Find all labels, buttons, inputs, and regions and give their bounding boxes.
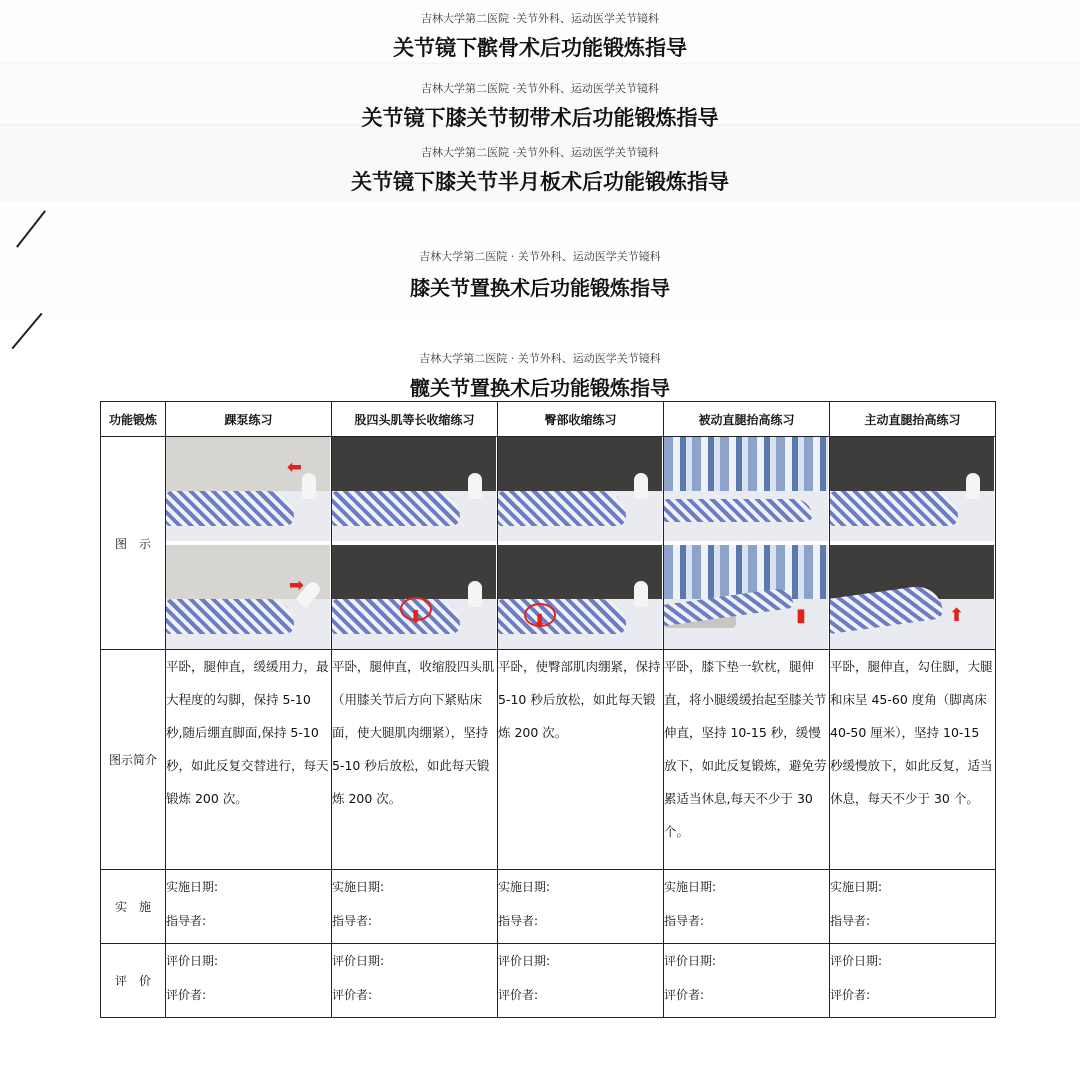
strip-title: 关节镜下髌骨术后功能锻炼指导	[393, 36, 687, 60]
person-label: 指导者:	[498, 914, 539, 928]
exercise-photo: ⬇	[498, 545, 662, 649]
exercise-photo: ➡	[166, 545, 330, 649]
photo-cell	[332, 437, 498, 650]
description-cell: 平卧，腿伸直，收缩股四头肌（用膝关节后方向下紧贴床面，使大腿肌肉绷紧），坚持 5-10 秒后放松，如此每天锻炼 200 次。	[332, 650, 498, 870]
exercise-photo	[830, 437, 994, 541]
implementation-cell	[166, 870, 332, 944]
date-label: 实施日期:	[332, 880, 385, 894]
exercise-table	[100, 401, 996, 1018]
table-row-implementation	[101, 870, 996, 944]
evaluation-cell	[166, 944, 332, 1018]
evaluation-cell	[830, 944, 996, 1018]
evaluation-cell	[332, 944, 498, 1018]
main-title: 髋关节置换术后功能锻炼指导	[410, 376, 670, 400]
column-header: 主动直腿抬高练习	[830, 402, 996, 437]
description-cell: 平卧，使臀部肌肉绷紧，保持 5-10 秒后放松，如此每天锻炼 200 次。	[498, 650, 664, 870]
table-header-row	[101, 402, 996, 437]
description-cell: 平卧，腿伸直，缓缓用力，最大程度的勾脚，保持 5-10 秒,随后绷直脚面,保持 5-10 秒，如此反复交替进行，每天锻炼 200 次。	[166, 650, 332, 870]
photo-cell	[498, 437, 664, 650]
table-corner: 功能锻炼	[101, 402, 166, 437]
person-label: 评价者:	[498, 988, 539, 1002]
row-label: 图示简介	[101, 650, 166, 870]
date-label: 评价日期:	[498, 954, 551, 968]
date-label: 评价日期:	[830, 954, 883, 968]
date-label: 实施日期:	[830, 880, 883, 894]
exercise-photo: ⬇	[332, 545, 496, 649]
column-header: 踝泵练习	[166, 402, 332, 437]
exercise-photo	[332, 437, 496, 541]
photo-cell	[664, 437, 830, 650]
row-label: 图 示	[101, 437, 166, 650]
implementation-cell	[664, 870, 830, 944]
description-cell: 平卧，膝下垫一软枕，腿伸直，将小腿缓缓抬起至膝关节伸直，坚持 10-15 秒，缓慢放下，如此反复锻炼，避免劳累适当休息,每天不少于 30 个。	[664, 650, 830, 870]
date-label: 评价日期:	[664, 954, 717, 968]
person-label: 指导者:	[830, 914, 871, 928]
date-label: 评价日期:	[332, 954, 385, 968]
person-label: 指导者:	[664, 914, 705, 928]
table-row-evaluation	[101, 944, 996, 1018]
strip-hospital: 吉林大学第二医院 ·关节外科、运动医学关节镜科	[421, 12, 659, 25]
person-label: 指导者:	[332, 914, 373, 928]
photo-cell	[166, 437, 332, 650]
row-label: 实 施	[101, 870, 166, 944]
person-label: 评价者:	[664, 988, 705, 1002]
implementation-cell	[498, 870, 664, 944]
exercise-photo: ▮	[664, 545, 828, 649]
strip-title: 关节镜下膝关节韧带术后功能锻炼指导	[361, 106, 719, 130]
exercise-photo	[498, 437, 662, 541]
date-label: 实施日期:	[664, 880, 717, 894]
table-row-images	[101, 437, 996, 650]
table-row-descriptions	[101, 650, 996, 870]
strip-hospital: 吉林大学第二医院 · 关节外科、运动医学关节镜科	[419, 250, 661, 263]
exercise-photo: ⬆	[830, 545, 994, 649]
person-label: 评价者:	[166, 988, 207, 1002]
photo-cell	[830, 437, 996, 650]
person-label: 指导者:	[166, 914, 207, 928]
evaluation-cell	[498, 944, 664, 1018]
date-label: 实施日期:	[166, 880, 219, 894]
implementation-cell	[332, 870, 498, 944]
date-label: 评价日期:	[166, 954, 219, 968]
date-label: 实施日期:	[498, 880, 551, 894]
strip-title: 膝关节置换术后功能锻炼指导	[410, 276, 670, 300]
exercise-photo	[664, 437, 828, 541]
strip-hospital: 吉林大学第二医院 ·关节外科、运动医学关节镜科	[421, 82, 659, 95]
implementation-cell	[830, 870, 996, 944]
description-cell: 平卧，腿伸直，勾住脚，大腿和床呈 45-60 度角（脚离床 40-50 厘米），坚持 10-15 秒缓慢放下，如此反复，适当休息，每天不少于 30 个。	[830, 650, 996, 870]
column-header: 股四头肌等长收缩练习	[332, 402, 498, 437]
person-label: 评价者:	[830, 988, 871, 1002]
person-label: 评价者:	[332, 988, 373, 1002]
column-header: 被动直腿抬高练习	[664, 402, 830, 437]
main-hospital: 吉林大学第二医院 · 关节外科、运动医学关节镜科	[419, 352, 661, 365]
evaluation-cell	[664, 944, 830, 1018]
column-header: 臀部收缩练习	[498, 402, 664, 437]
exercise-photo: ⬅	[166, 437, 330, 541]
strip-hospital: 吉林大学第二医院 ·关节外科、运动医学关节镜科	[421, 146, 659, 159]
row-label: 评 价	[101, 944, 166, 1018]
strip-title: 关节镜下膝关节半月板术后功能锻炼指导	[351, 170, 729, 194]
